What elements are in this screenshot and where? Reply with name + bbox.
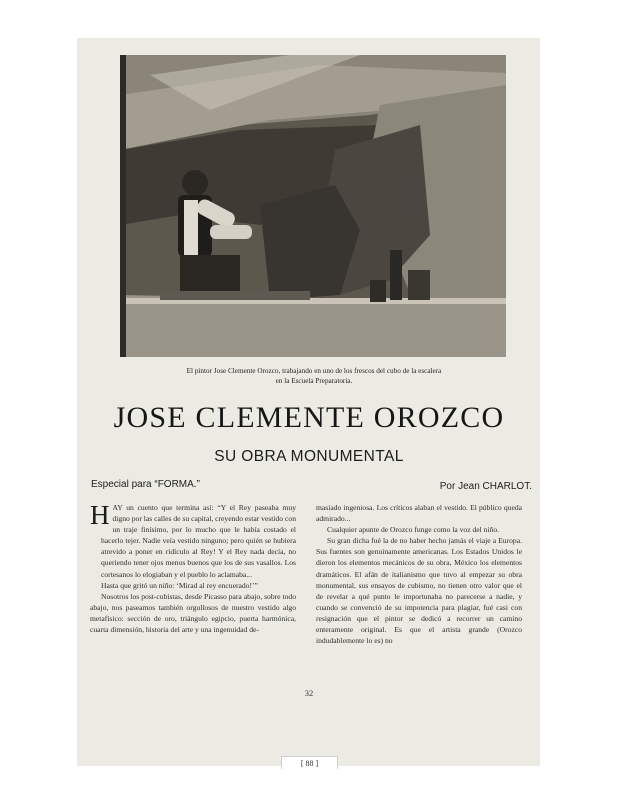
page-number: 32 [304, 688, 314, 698]
right-text-column [316, 502, 522, 646]
paragraph: Su gran dicha fué la de no haber hecho jamás el viaje a Europa. Sus fuentes son genuinamente americanas. Los Estados Unidos le dieron los elementos mecánicos de su obra, México los elementos dramáticos. El afán de italianismo que tuvo al empezar su obra monumental, sus ensayos de cubismo, no tienen otro valor que el de revelar a qué punto le importunaba no parecerse a nadie, y cuando se convenció de su impotencia para plagiar, fué casi con resignación que el pintor se dedicó a recorrer un camino enteramente original. Es que el artista grande (Orozco indudablemente lo es) no [316, 536, 522, 646]
special-for-label: Especial para “FORMA.” [91, 479, 200, 490]
fresco-photograph [120, 55, 506, 357]
article-title: JOSE CLEMENTE OROZCO [113, 401, 505, 434]
drop-cap: H [90, 500, 110, 530]
paragraph: masiado ingeniosa. Los críticos alaban el vestido. El público queda admirado... [316, 503, 522, 524]
paragraph: Hasta que gritó un niño: ‘Mirad al rey encuerado!’” [101, 580, 258, 590]
caption-line-2: en la Escuela Preparatoria. [275, 377, 353, 385]
left-text-column [90, 502, 296, 635]
author-byline: Por Jean CHARLOT. [439, 481, 532, 492]
photo-caption [118, 366, 510, 386]
paragraph: Nosotros los post-cubistas, desde Picasso para abajo, sobre todo abajo, nos paseamos también orgullosos de nuestro vestido algo metafísico: sección de oro, triángulo egipcio, puerta harmónica, cuarta dimensión, historia del arte y una ingenuidad de- [90, 591, 296, 635]
caption-line-1: El pintor Jose Clemente Orozco, trabajando en uno de los frescos del cubo de la escalera [186, 367, 442, 375]
article-subtitle: SU OBRA MONUMENTAL [214, 448, 404, 465]
archive-page-number: [ 88 ] [281, 756, 338, 769]
paragraph: Cualquier apunte de Orozco funge como la voz del niño. [327, 525, 500, 535]
paragraph: AY un cuento que termina así: “Y el Rey paseaba muy digno por las calles de su capital, creyendo estar vestido con un traje finísimo, por lo mucho que le había costado el hacerlo tejer. Nadie veía vestido ninguno; pero quién se hubiera atrevido a poner en ridículo al Rey! Y el Rey nada decía, no queriendo tener ojos menos buenos que los de sus vasallos. Los cortesanos lo elogiaban y el pueblo lo aclamaba... [101, 503, 296, 579]
photograph-image [120, 55, 506, 357]
